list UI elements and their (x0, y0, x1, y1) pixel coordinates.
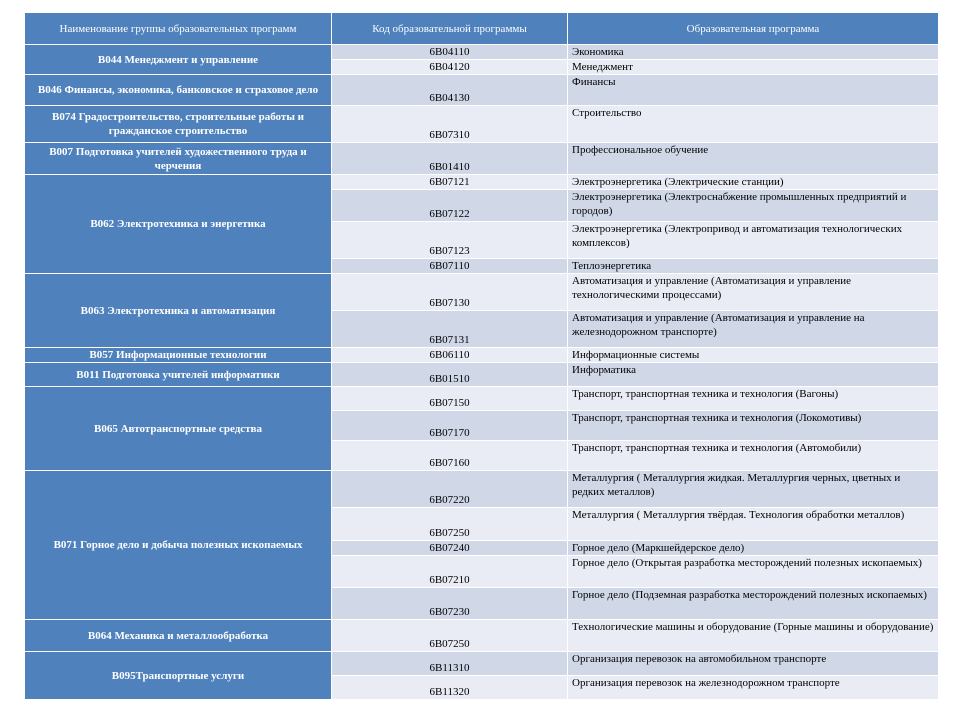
program-name-cell: Автоматизация и управление (Автоматизация и управление технологическими процессами) (568, 274, 939, 311)
program-code-cell: 6B07170 (332, 411, 568, 441)
program-name-cell: Информатика (568, 363, 939, 387)
program-code-cell: 6B07131 (332, 311, 568, 348)
table-row (25, 45, 939, 60)
program-code-cell: 6B07130 (332, 274, 568, 311)
table-header (25, 13, 939, 45)
program-name-cell: Информационные системы (568, 348, 939, 363)
table-row (25, 75, 939, 106)
table-row (25, 143, 939, 175)
program-name-cell: Горное дело (Открытая разработка месторождений полезных ископаемых) (568, 556, 939, 588)
group-name-cell: B063 Электротехника и автоматизация (25, 274, 332, 348)
table-body (25, 45, 939, 700)
program-code-cell: 6B07123 (332, 222, 568, 259)
group-name-cell: B071 Горное дело и добыча полезных ископаемых (25, 471, 332, 620)
program-code-cell: 6B07250 (332, 620, 568, 652)
group-name-cell: B011 Подготовка учителей информатики (25, 363, 332, 387)
education-programs-table (24, 12, 939, 700)
program-code-cell: 6B07250 (332, 508, 568, 541)
program-name-cell: Горное дело (Маркшейдерское дело) (568, 541, 939, 556)
table-row (25, 620, 939, 652)
group-name-cell: B074 Градостроительство, строительные работы и гражданское строительство (25, 106, 332, 143)
program-code-cell: 6B01410 (332, 143, 568, 175)
table-row (25, 348, 939, 363)
program-code-cell: 6B07122 (332, 190, 568, 222)
program-name-cell: Транспорт, транспортная техника и технология (Автомобили) (568, 441, 939, 471)
program-code-cell: 6B07220 (332, 471, 568, 508)
table-row (25, 387, 939, 411)
program-name-cell: Теплоэнергетика (568, 259, 939, 274)
group-name-cell: B046 Финансы, экономика, банковское и страховое дело (25, 75, 332, 106)
program-code-cell: 6B07110 (332, 259, 568, 274)
program-name-cell: Технологические машины и оборудование (Горные машины и оборудование) (568, 620, 939, 652)
program-name-cell: Горное дело (Подземная разработка месторождений полезных ископаемых) (568, 588, 939, 620)
group-name-cell: B057 Информационные технологии (25, 348, 332, 363)
program-name-cell: Экономика (568, 45, 939, 60)
header-program-code: Код образовательной программы (332, 13, 568, 45)
program-code-cell: 6B11310 (332, 652, 568, 676)
header-group-name: Наименование группы образовательных программ (25, 13, 332, 45)
program-code-cell: 6B04120 (332, 60, 568, 75)
program-name-cell: Организация перевозок на железнодорожном транспорте (568, 676, 939, 700)
group-name-cell: B064 Механика и металлообработка (25, 620, 332, 652)
program-name-cell: Электроэнергетика (Электроснабжение промышленных предприятий и городов) (568, 190, 939, 222)
program-name-cell: Финансы (568, 75, 939, 106)
table-row (25, 471, 939, 508)
program-name-cell: Металлургия ( Металлургия твёрдая. Технология обработки металлов) (568, 508, 939, 541)
program-name-cell: Строительство (568, 106, 939, 143)
program-code-cell: 6B07160 (332, 441, 568, 471)
program-code-cell: 6B07210 (332, 556, 568, 588)
program-code-cell: 6B11320 (332, 676, 568, 700)
table-row (25, 652, 939, 676)
program-code-cell: 6B07240 (332, 541, 568, 556)
program-name-cell: Электроэнергетика (Электропривод и автоматизация технологических комплексов) (568, 222, 939, 259)
program-name-cell: Металлургия ( Металлургия жидкая. Металлургия черных, цветных и редких металлов) (568, 471, 939, 508)
table-row (25, 274, 939, 311)
program-name-cell: Транспорт, транспортная техника и технология (Вагоны) (568, 387, 939, 411)
program-code-cell: 6B07150 (332, 387, 568, 411)
group-name-cell: B044 Менеджмент и управление (25, 45, 332, 75)
program-code-cell: 6B01510 (332, 363, 568, 387)
header-program-name: Образовательная программа (568, 13, 939, 45)
program-name-cell: Организация перевозок на автомобильном транспорте (568, 652, 939, 676)
program-code-cell: 6B04130 (332, 75, 568, 106)
program-name-cell: Менеджмент (568, 60, 939, 75)
program-name-cell: Электроэнергетика (Электрические станции) (568, 175, 939, 190)
program-code-cell: 6B07310 (332, 106, 568, 143)
header-row (25, 13, 939, 45)
group-name-cell: B065 Автотранспортные средства (25, 387, 332, 471)
program-code-cell: 6B06110 (332, 348, 568, 363)
program-name-cell: Автоматизация и управление (Автоматизация и управление на железнодорожном транспорте) (568, 311, 939, 348)
table-row (25, 175, 939, 190)
group-name-cell: B007 Подготовка учителей художественного труда и черчения (25, 143, 332, 175)
table-row (25, 106, 939, 143)
program-code-cell: 6B07121 (332, 175, 568, 190)
program-name-cell: Транспорт, транспортная техника и технология (Локомотивы) (568, 411, 939, 441)
group-name-cell: B095Транспортные услуги (25, 652, 332, 700)
program-code-cell: 6B04110 (332, 45, 568, 60)
program-name-cell: Профессиональное обучение (568, 143, 939, 175)
table-row (25, 363, 939, 387)
group-name-cell: B062 Электротехника и энергетика (25, 175, 332, 274)
program-code-cell: 6B07230 (332, 588, 568, 620)
